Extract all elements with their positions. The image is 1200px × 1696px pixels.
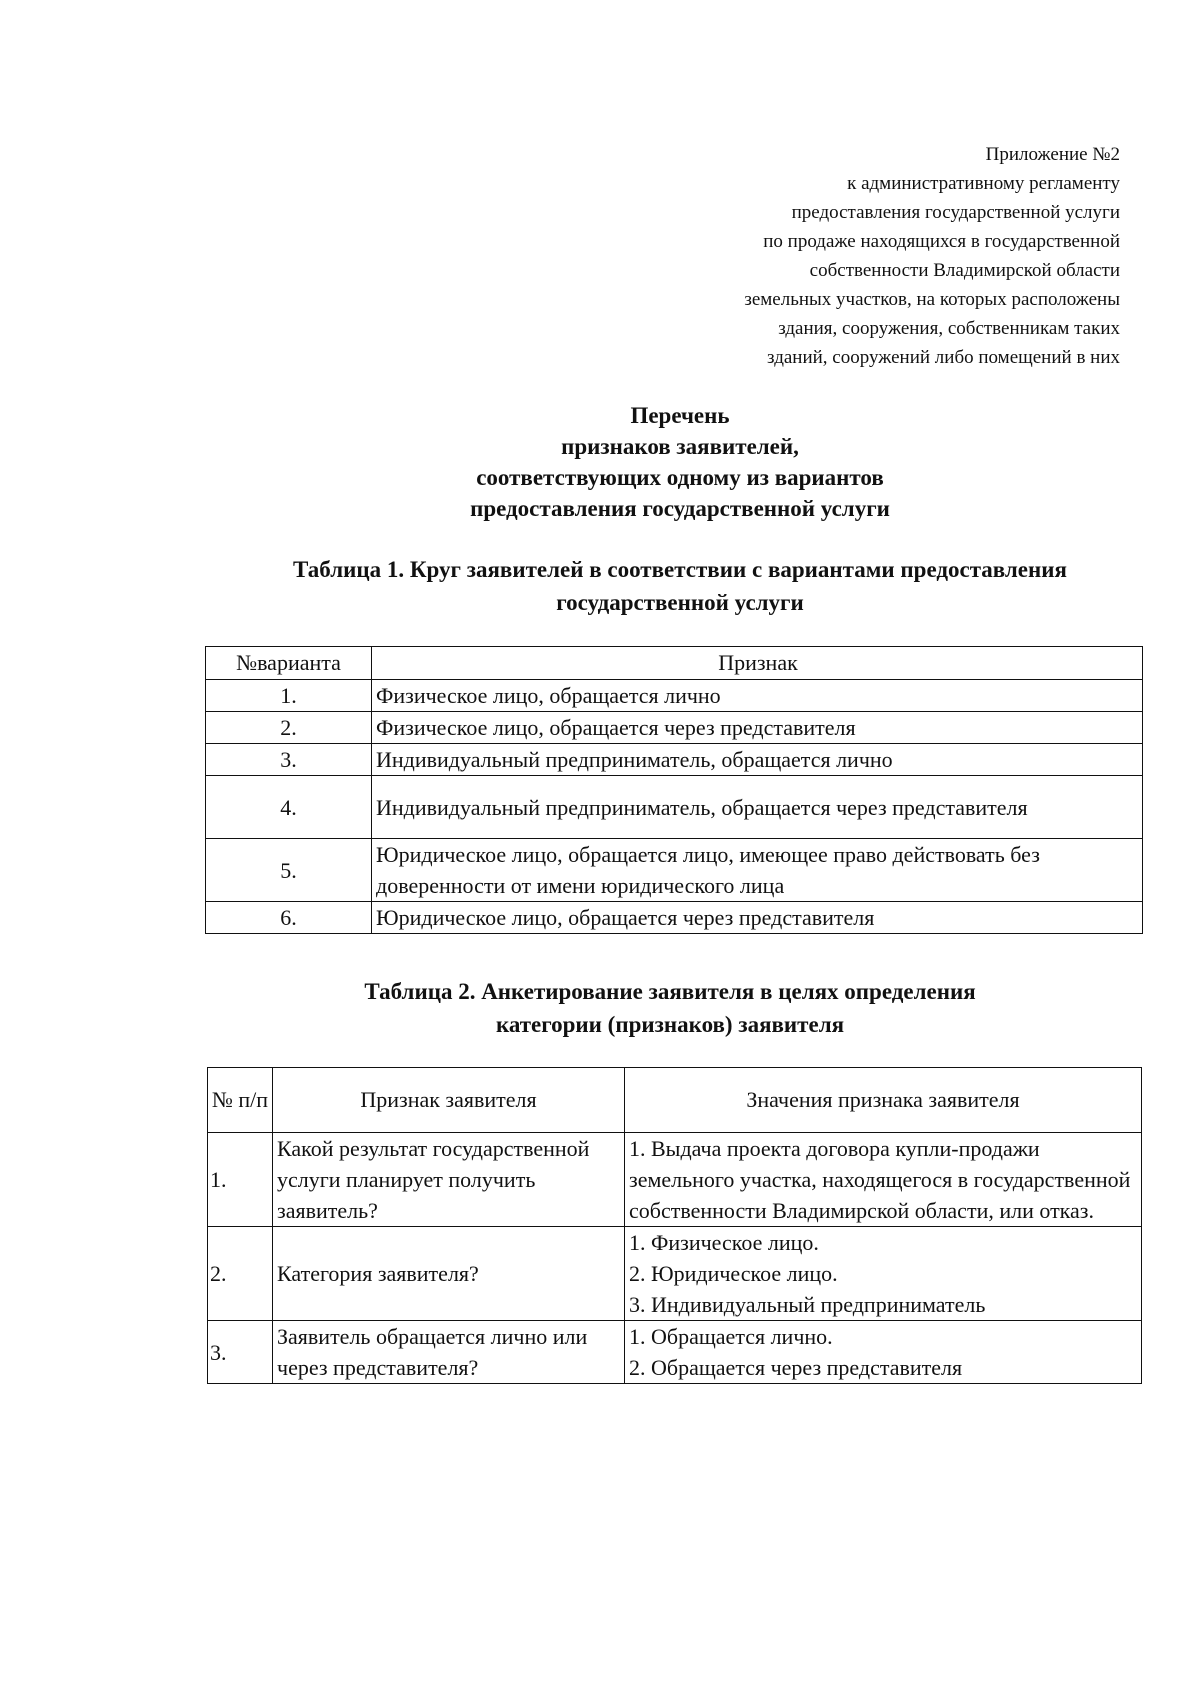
column-header-applicant-sign: Признак заявителя xyxy=(273,1068,625,1133)
table-row xyxy=(206,839,1143,902)
table1-title-line: Таблица 1. Круг заявителей в соответствии с вариантами предоставления xyxy=(293,557,1067,582)
table-row xyxy=(206,680,1143,712)
table-row xyxy=(206,712,1143,744)
variant-sign: Индивидуальный предприниматель, обращается через представителя xyxy=(372,776,1143,839)
title-line: предоставления государственной услуги xyxy=(470,496,890,521)
sign-value: 1. Физическое лицо. xyxy=(629,1230,819,1255)
table-row xyxy=(208,1227,1142,1321)
sign-values xyxy=(625,1227,1142,1321)
table1-title-line: государственной услуги xyxy=(556,590,804,615)
variant-sign: Юридическое лицо, обращается через представителя xyxy=(372,902,1143,934)
applicant-questionnaire-table xyxy=(207,1067,1142,1384)
column-header-number: № п/п xyxy=(208,1068,273,1133)
table-row xyxy=(208,1321,1142,1384)
title-line: соответствующих одному из вариантов xyxy=(476,465,884,490)
header-line: к административному регламенту xyxy=(847,173,1120,194)
table2-title xyxy=(20,975,1200,1041)
sign-value: 1. Обращается лично. xyxy=(629,1324,833,1349)
table-row xyxy=(206,744,1143,776)
variant-sign: Физическое лицо, обращается через представителя xyxy=(372,712,1143,744)
table-row xyxy=(206,902,1143,934)
row-number: 1. xyxy=(208,1133,273,1227)
header-line: Приложение №2 xyxy=(985,144,1120,165)
column-header-sign: Признак xyxy=(372,647,1143,680)
title-line: признаков заявителей, xyxy=(561,434,799,459)
sign-value: 2. Юридическое лицо. xyxy=(629,1261,838,1286)
applicant-variants-table xyxy=(205,646,1143,934)
header-line: здания, сооружения, собственникам таких xyxy=(778,318,1120,339)
table2-title-line: категории (признаков) заявителя xyxy=(495,1012,845,1037)
document-title xyxy=(0,400,1200,524)
sign-value: 2. Обращается через представителя xyxy=(629,1355,963,1380)
column-header-variant: №варианта xyxy=(206,647,372,680)
title-line: Перечень xyxy=(630,403,730,428)
variant-number: 3. xyxy=(206,744,372,776)
column-header-sign-values: Значения признака заявителя xyxy=(625,1068,1142,1133)
table-row xyxy=(208,1133,1142,1227)
table-header-row xyxy=(208,1068,1142,1133)
variant-number: 2. xyxy=(206,712,372,744)
table1-title xyxy=(0,553,1200,619)
applicant-sign: Заявитель обращается лично или через представителя? xyxy=(273,1321,625,1384)
table-header-row xyxy=(206,647,1143,680)
variant-number: 6. xyxy=(206,902,372,934)
row-number: 2. xyxy=(208,1227,273,1321)
variant-number: 5. xyxy=(206,839,372,902)
sign-values: 1. Выдача проекта договора купли-продажи земельного участка, находящегося в государственной собственности Владимирской области, или отказ. xyxy=(625,1133,1142,1227)
appendix-header xyxy=(744,140,1120,372)
header-line: по продаже находящихся в государственной xyxy=(763,231,1120,252)
row-number: 3. xyxy=(208,1321,273,1384)
variant-number: 4. xyxy=(206,776,372,839)
header-line: предоставления государственной услуги xyxy=(791,202,1120,223)
applicant-sign: Какой результат государственной услуги планирует получить заявитель? xyxy=(273,1133,625,1227)
sign-values xyxy=(625,1321,1142,1384)
table2-title-line: Таблица 2. Анкетирование заявителя в целях определения xyxy=(364,979,976,1004)
variant-sign: Юридическое лицо, обращается лицо, имеющее право действовать без доверенности от имени юридического лица xyxy=(372,839,1143,902)
sign-value: 3. Индивидуальный предприниматель xyxy=(629,1292,986,1317)
table-row xyxy=(206,776,1143,839)
variant-sign: Физическое лицо, обращается лично xyxy=(372,680,1143,712)
header-line: земельных участков, на которых расположены xyxy=(744,289,1120,310)
applicant-sign: Категория заявителя? xyxy=(273,1227,625,1321)
header-line: зданий, сооружений либо помещений в них xyxy=(767,347,1120,368)
header-line: собственности Владимирской области xyxy=(809,260,1120,281)
variant-sign: Индивидуальный предприниматель, обращается лично xyxy=(372,744,1143,776)
variant-number: 1. xyxy=(206,680,372,712)
